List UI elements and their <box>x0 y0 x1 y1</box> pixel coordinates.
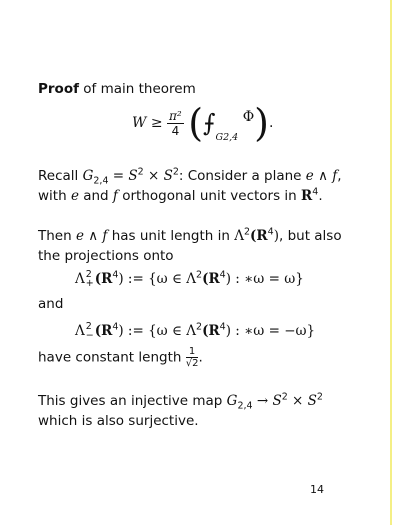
recall-text-2: : Consider a plane <box>178 168 306 184</box>
recall-line-2 <box>38 187 323 206</box>
eqm-tail: ) : ∗ω = −ω} <box>225 323 316 339</box>
const-period: . <box>198 349 203 366</box>
then-wedge: e ∧ f <box>75 228 108 244</box>
eq-lhs: W ≥ <box>132 115 163 131</box>
eqp-tail: ) : ∗ω = ω} <box>225 271 304 287</box>
gives-sq1: 2 <box>281 391 288 403</box>
eqm-R2: (R <box>202 323 220 339</box>
eqm-r4: 4 <box>112 321 119 333</box>
then-line-1 <box>38 227 342 246</box>
constant-length-line <box>38 346 203 369</box>
recall2-e: e <box>70 188 79 204</box>
integral-sign: ⨍ <box>203 109 216 137</box>
proof-heading-text: of main theorem <box>83 81 196 97</box>
then-line-2: the projections onto <box>38 248 174 264</box>
then-text-a: Then <box>38 228 76 244</box>
and-text: and <box>38 296 64 312</box>
then-lambda: Λ <box>234 228 244 244</box>
eqm-lambda: Λ <box>75 323 85 339</box>
recall-g: G <box>82 168 94 184</box>
gives-line-1 <box>38 392 323 411</box>
recall-eq: = S <box>108 168 138 184</box>
gives-sq2: 2 <box>316 391 323 403</box>
recall-text: Recall <box>38 168 83 184</box>
eqm-sup: 2 <box>85 321 92 332</box>
recall-wedge: e ∧ f <box>305 168 338 184</box>
recall-comma: , <box>337 168 342 184</box>
page-number: 14 <box>310 483 324 496</box>
recall2-text-b: and <box>78 188 113 204</box>
eqp-sub: + <box>85 278 94 289</box>
proof-heading <box>38 80 196 99</box>
recall2-r4: 4 <box>312 186 319 198</box>
gives-text: This gives an injective map <box>38 393 227 409</box>
eqp-lambda: Λ <box>75 271 85 287</box>
eq-dot: . <box>269 115 274 131</box>
gives-line-2: which is also surjective. <box>38 413 199 429</box>
eq-phi: Φ <box>242 109 255 125</box>
eqm-mid: ) := {ω ∈ Λ <box>118 323 197 339</box>
recall-times: × S <box>143 168 173 184</box>
eqp-sup: 2 <box>85 269 92 280</box>
equation-lambda-plus <box>75 270 304 289</box>
recall2-period: . <box>318 188 323 204</box>
eqp-mid: ) := {ω ∈ Λ <box>118 271 197 287</box>
eq-fraction <box>167 109 184 138</box>
eqp-r4: 4 <box>112 269 119 281</box>
eqp-R2: (R <box>202 271 220 287</box>
const-fraction <box>186 346 199 369</box>
const-den: √2 <box>185 358 199 369</box>
eq-frac-num: π² <box>169 108 182 123</box>
recall-line-1 <box>38 167 342 186</box>
eqp-r4b: 4 <box>219 269 226 281</box>
gives-g: G <box>226 393 238 409</box>
eqp-R: (R <box>94 271 113 287</box>
const-num: 1 <box>186 346 199 358</box>
gives-g-sub: 2,4 <box>237 400 253 412</box>
eqm-sub: − <box>85 330 94 341</box>
eqm-r4b: 4 <box>219 321 226 333</box>
equation-w-bound <box>132 101 273 151</box>
eq-frac-den: 4 <box>171 123 180 138</box>
eqp-sup2: 2 <box>196 269 203 281</box>
then-lambda-sup: 2 <box>244 226 251 238</box>
recall-g-sub: 2,4 <box>93 175 109 187</box>
recall-sq2: 2 <box>172 166 179 178</box>
recall-sq1: 2 <box>137 166 144 178</box>
recall2-R: R <box>301 188 313 204</box>
const-text: have constant length <box>38 349 186 366</box>
then-text-b: has unit length in <box>107 228 235 244</box>
then-text-c: , but also <box>278 228 342 244</box>
recall2-text-a: with <box>38 188 71 204</box>
recall2-text-c: orthogonal unit vectors in <box>117 188 302 204</box>
margin-rule <box>390 0 392 525</box>
eq-right-paren: ) <box>254 101 269 145</box>
gives-times: × S <box>287 393 317 409</box>
proof-label: Proof <box>38 81 79 97</box>
then-close: ) <box>273 228 279 244</box>
gives-arrow: → S <box>252 393 282 409</box>
eqm-R: (R <box>94 323 113 339</box>
eqm-sup2: 2 <box>196 321 203 333</box>
then-R: (R <box>250 228 268 244</box>
then-r4: 4 <box>267 226 274 238</box>
eq-left-paren: ( <box>188 101 204 145</box>
eq-integral-sub: G2,4 <box>215 131 239 143</box>
recall2-f: f <box>112 188 118 204</box>
equation-lambda-minus <box>75 322 315 341</box>
